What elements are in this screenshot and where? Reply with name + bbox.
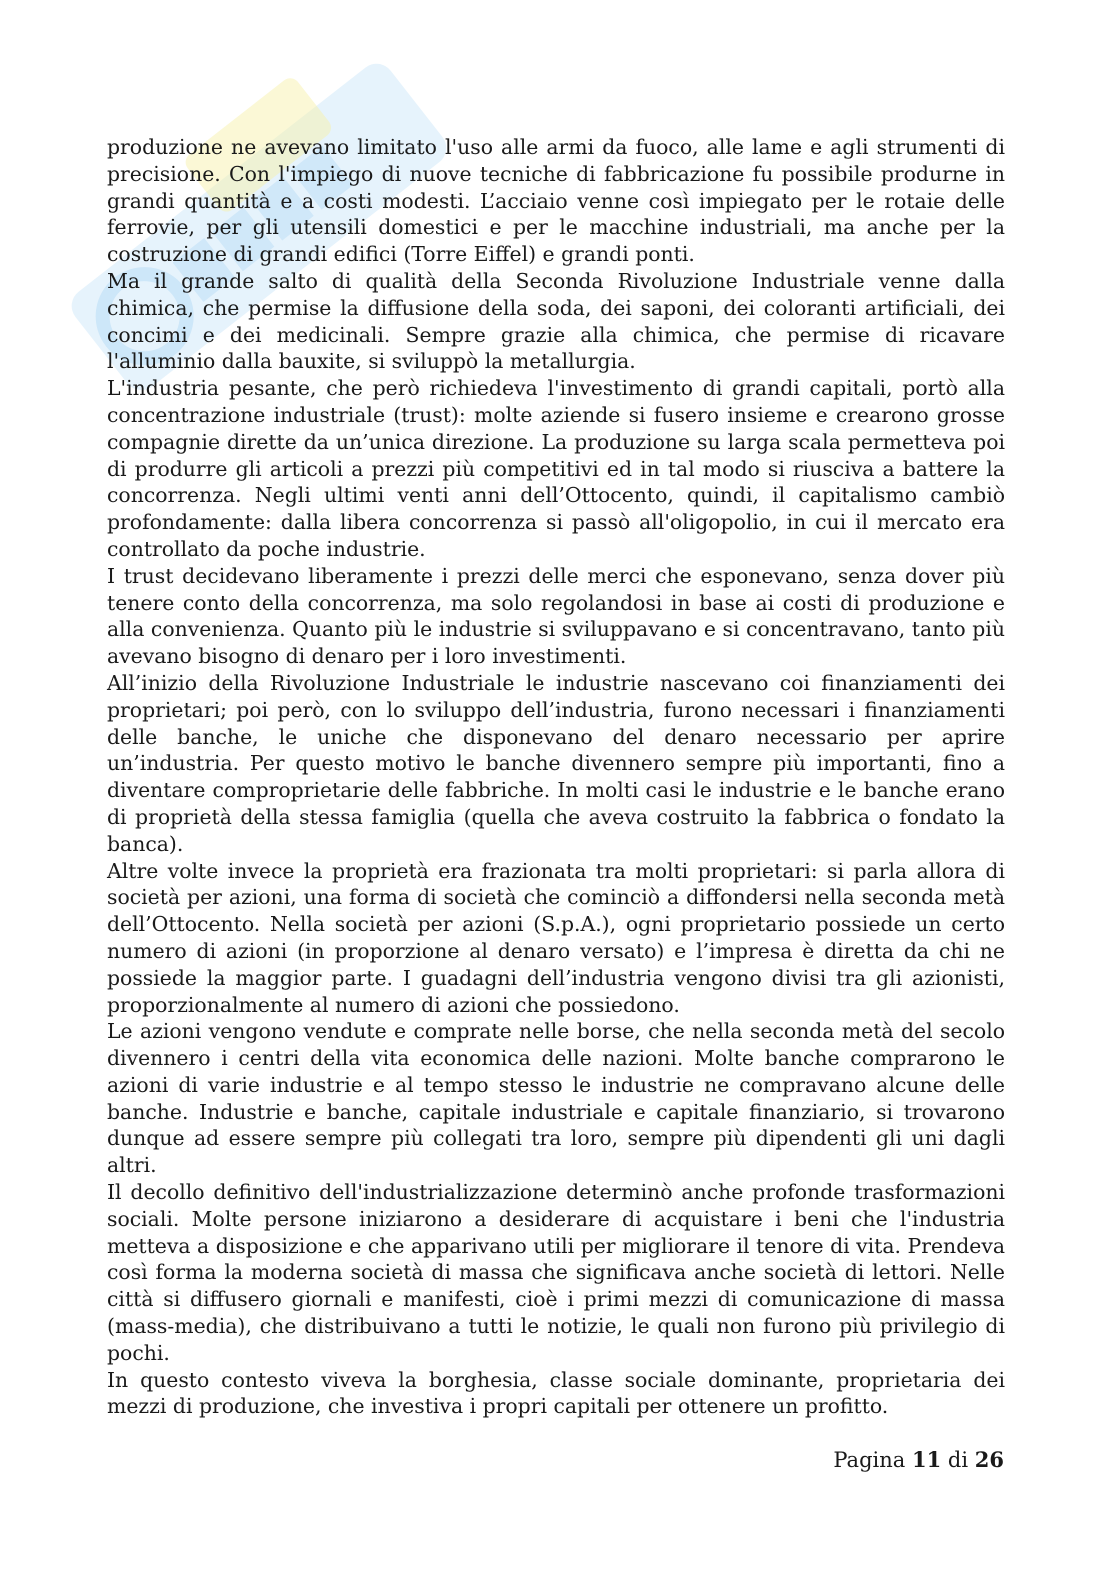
- paragraph-joint-stock: Altre volte invece la proprietà era frazionata tra molti proprietari: si parla allora di società per azioni, una forma di società che cominciò a diffondersi nella seconda metà dell’Ottocento. Nella società per azioni (S.p.A.), ogni proprietario possiede un certo numero di azioni (in proporzione al denaro versato) e l’impresa è diretta da chi ne possiede la maggior parte. I guadagni dell’industria vengono divisi tra gli azionisti, proporzionalmente al numero di azioni che possiedono.: [107, 858, 1005, 1017]
- paragraph-mass-society: Il decollo definitivo dell'industrializzazione determinò anche profonde trasformazioni sociali. Molte persone iniziarono a desiderare di acquistare i beni che l'industria metteva a disposizione e che apparivano utili per migliorare il tenore di vita. Prendeva così forma la moderna società di massa che significava anche società di lettori. Nelle città si diffusero giornali e manifesti, cioè i primi mezzi di comunicazione di massa (mass-media), che distribuivano a tutti le notizie, le quali non furono più privilegio di pochi.: [107, 1180, 1005, 1365]
- page-number: 11: [911, 1447, 942, 1472]
- paragraph-bourgeoisie: In questo contesto viveva la borghesia, classe sociale dominante, proprietaria dei mezzi di produzione, che investiva i propri capitali per ottenere un profitto.: [107, 1367, 1005, 1419]
- paragraph-trust-prices: I trust decidevano liberamente i prezzi delle merci che esponevano, senza dover più tenere conto della concorrenza, ma solo regolandosi in base ai costi di produzione e alla convenienza. Quanto più le industrie si sviluppavano e si concentravano, tanto più avevano bisogno di denaro per i loro investimenti.: [107, 563, 1005, 669]
- paragraph-steel: produzione ne avevano limitato l'uso alle armi da fuoco, alle lame e agli strumenti di precisione. Con l'impiego di nuove tecniche di fabbricazione fu possibile produrne in grandi quantità e a costi modesti. L’acciaio venne così impiegato per le rotaie delle ferrovie, per gli utensili domestici e per le macchine industriali, ma anche per la costruzione di grandi edifici (Torre Eiffel) e grandi ponti.: [107, 135, 1005, 267]
- page-total: 26: [974, 1447, 1004, 1472]
- page-footer: [833, 1447, 1004, 1472]
- document-body: [107, 134, 1005, 1420]
- paragraph-stock-exchange: Le azioni vengono vendute e comprate nelle borse, che nella seconda metà del secolo divennero i centri della vita economica delle nazioni. Molte banche comprarono le azioni di varie industrie e al tempo stesso le industrie ne compravano alcune delle banche. Industrie e banche, capitale industriale e capitale finanziario, si trovarono dunque ad essere sempre più collegati tra loro, sempre più dipendenti gli uni dagli altri.: [107, 1019, 1005, 1178]
- of-label: di: [947, 1448, 969, 1472]
- paragraph-banks: All’inizio della Rivoluzione Industriale le industrie nascevano coi finanziamenti dei proprietari; poi però, con lo sviluppo dell’industria, furono necessari i finanziamenti delle banche, le uniche che disponevano del denaro necessario per aprire un’industria. Per questo motivo le banche divennero sempre più importanti, fino a diventare comproprietarie delle fabbriche. In molti casi le industrie e le banche erano di proprietà della stessa famiglia (quella che aveva costruito la fabbrica o fondato la banca).: [107, 670, 1005, 856]
- page-label: Pagina: [833, 1448, 906, 1472]
- paragraph-chemistry: Ma il grande salto di qualità della Seconda Rivoluzione Industriale venne dalla chimica, che permise la diffusione della soda, dei saponi, dei coloranti artificiali, dei concimi e dei medicinali. Sempre grazie alla chimica, che permise di ricavare l'alluminio dalla bauxite, si sviluppò la metallurgia.: [107, 268, 1005, 374]
- paragraph-heavy-industry: L'industria pesante, che però richiedeva l'investimento di grandi capitali, portò alla concentrazione industriale (trust): molte aziende si fusero insieme e crearono grosse compagnie dirette da un’unica direzione. La produzione su larga scala permetteva poi di produrre gli articoli a prezzi più competitivi ed in tal modo si riusciva a battere la concorrenza. Negli ultimi venti anni dell’Ottocento, quindi, il capitalismo cambiò profondamente: dalla libera concorrenza si passò all'oligopolio, in cui il mercato era controllato da poche industrie.: [107, 376, 1005, 561]
